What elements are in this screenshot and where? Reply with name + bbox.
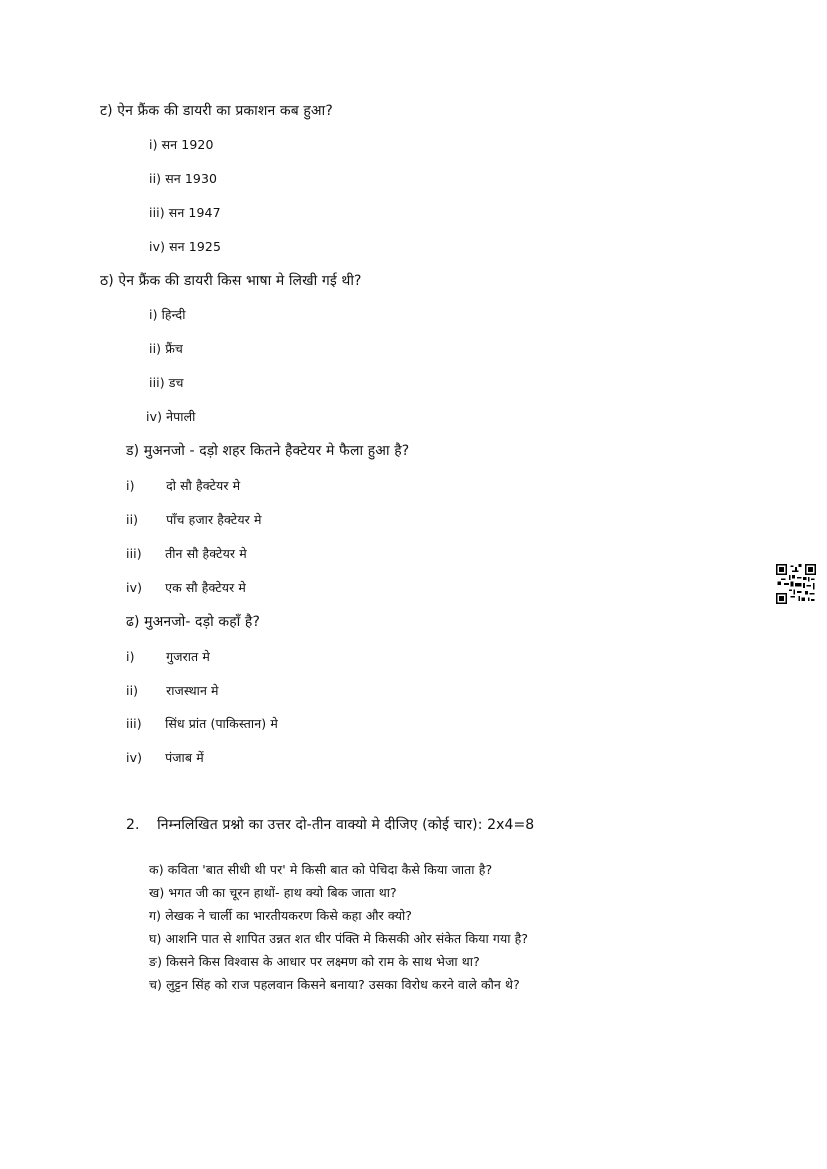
question-d-text: ड) मुअनजो - दड़ो शहर कितने हैक्टेयर मे फैला हुआ है? xyxy=(126,443,410,459)
option-d-4-text: एक सौ हैक्टेयर मे xyxy=(165,580,246,595)
option-dh-1-num: i) xyxy=(126,649,135,664)
option-t-4: iv) सन 1925 xyxy=(149,239,221,254)
option-dh-1-text: गुजरात मे xyxy=(166,649,210,664)
option-t-3: iii) सन 1947 xyxy=(149,205,221,220)
section-2-item-4: घ) आशनि पात से शापित उन्नत शत धीर पंक्ति मे किसकी ओर संकेत किया गया है? xyxy=(149,931,529,946)
option-th-2: ii) फ्रैंच xyxy=(149,341,183,356)
option-d-3-text: तीन सौ हैक्टेयर मे xyxy=(165,546,247,561)
section-2-item-6: च) लुट्टन सिंह को राज पहलवान किसने बनाया? उसका विरोध करने वाले कौन थे? xyxy=(149,977,520,992)
question-th-text: ठ) ऐन फ्रैंक की डायरी किस भाषा मे लिखी गई थी? xyxy=(100,273,362,289)
option-t-1: i) सन 1920 xyxy=(149,137,214,152)
option-d-1-num: i) xyxy=(126,478,135,493)
option-dh-2-text: राजस्थान मे xyxy=(166,683,219,698)
option-d-1-text: दो सौ हैक्टेयर मे xyxy=(166,478,241,493)
option-d-2-num: ii) xyxy=(126,512,139,527)
section-2-number: 2. xyxy=(126,817,140,833)
option-d-2-text: पाँच हजार हैक्टेयर मे xyxy=(166,512,262,527)
option-dh-4-text: पंजाब में xyxy=(165,750,204,765)
option-t-2: ii) सन 1930 xyxy=(149,171,218,186)
section-2-item-5: ङ) किसने किस विश्वास के आधार पर लक्ष्मण को राम के साथ भेजा था? xyxy=(149,954,480,969)
section-2-item-1: क) कविता 'बात सीधी थी पर' मे किसी बात को पेचिदा कैसे किया जाता है? xyxy=(149,862,493,877)
option-th-1: i) हिन्दी xyxy=(149,307,186,322)
section-2-heading-text: निम्नलिखित प्रश्नो का उत्तर दो-तीन वाक्यो मे दीजिए (कोई चार): 2x4=8 xyxy=(157,817,535,833)
option-dh-3-text: सिंध प्रांत (पाकिस्तान) मे xyxy=(165,716,278,731)
question-dh-text: ढ) मुअनजो- दड़ो कहाँ है? xyxy=(126,614,260,630)
section-2-item-2: ख) भगत जी का चूरन हाथों- हाथ क्यो बिक जाता था? xyxy=(149,885,397,900)
section-2-item-3: ग) लेखक ने चार्ली का भारतीयकरण किसे कहा और क्यो? xyxy=(149,908,413,923)
option-th-4: iv) नेपाली xyxy=(146,409,196,424)
option-dh-4-num: iv) xyxy=(126,750,143,765)
option-d-3-num: iii) xyxy=(126,546,142,561)
question-t-text: ट) ऐन फ्रैंक की डायरी का प्रकाशन कब हुआ? xyxy=(100,103,333,119)
option-dh-2-num: ii) xyxy=(126,683,139,698)
option-d-4-num: iv) xyxy=(126,580,143,595)
qr-code-icon xyxy=(776,564,816,604)
option-dh-3-num: iii) xyxy=(126,716,142,731)
section-2-heading xyxy=(126,817,534,833)
option-th-3: iii) डच xyxy=(149,375,184,390)
